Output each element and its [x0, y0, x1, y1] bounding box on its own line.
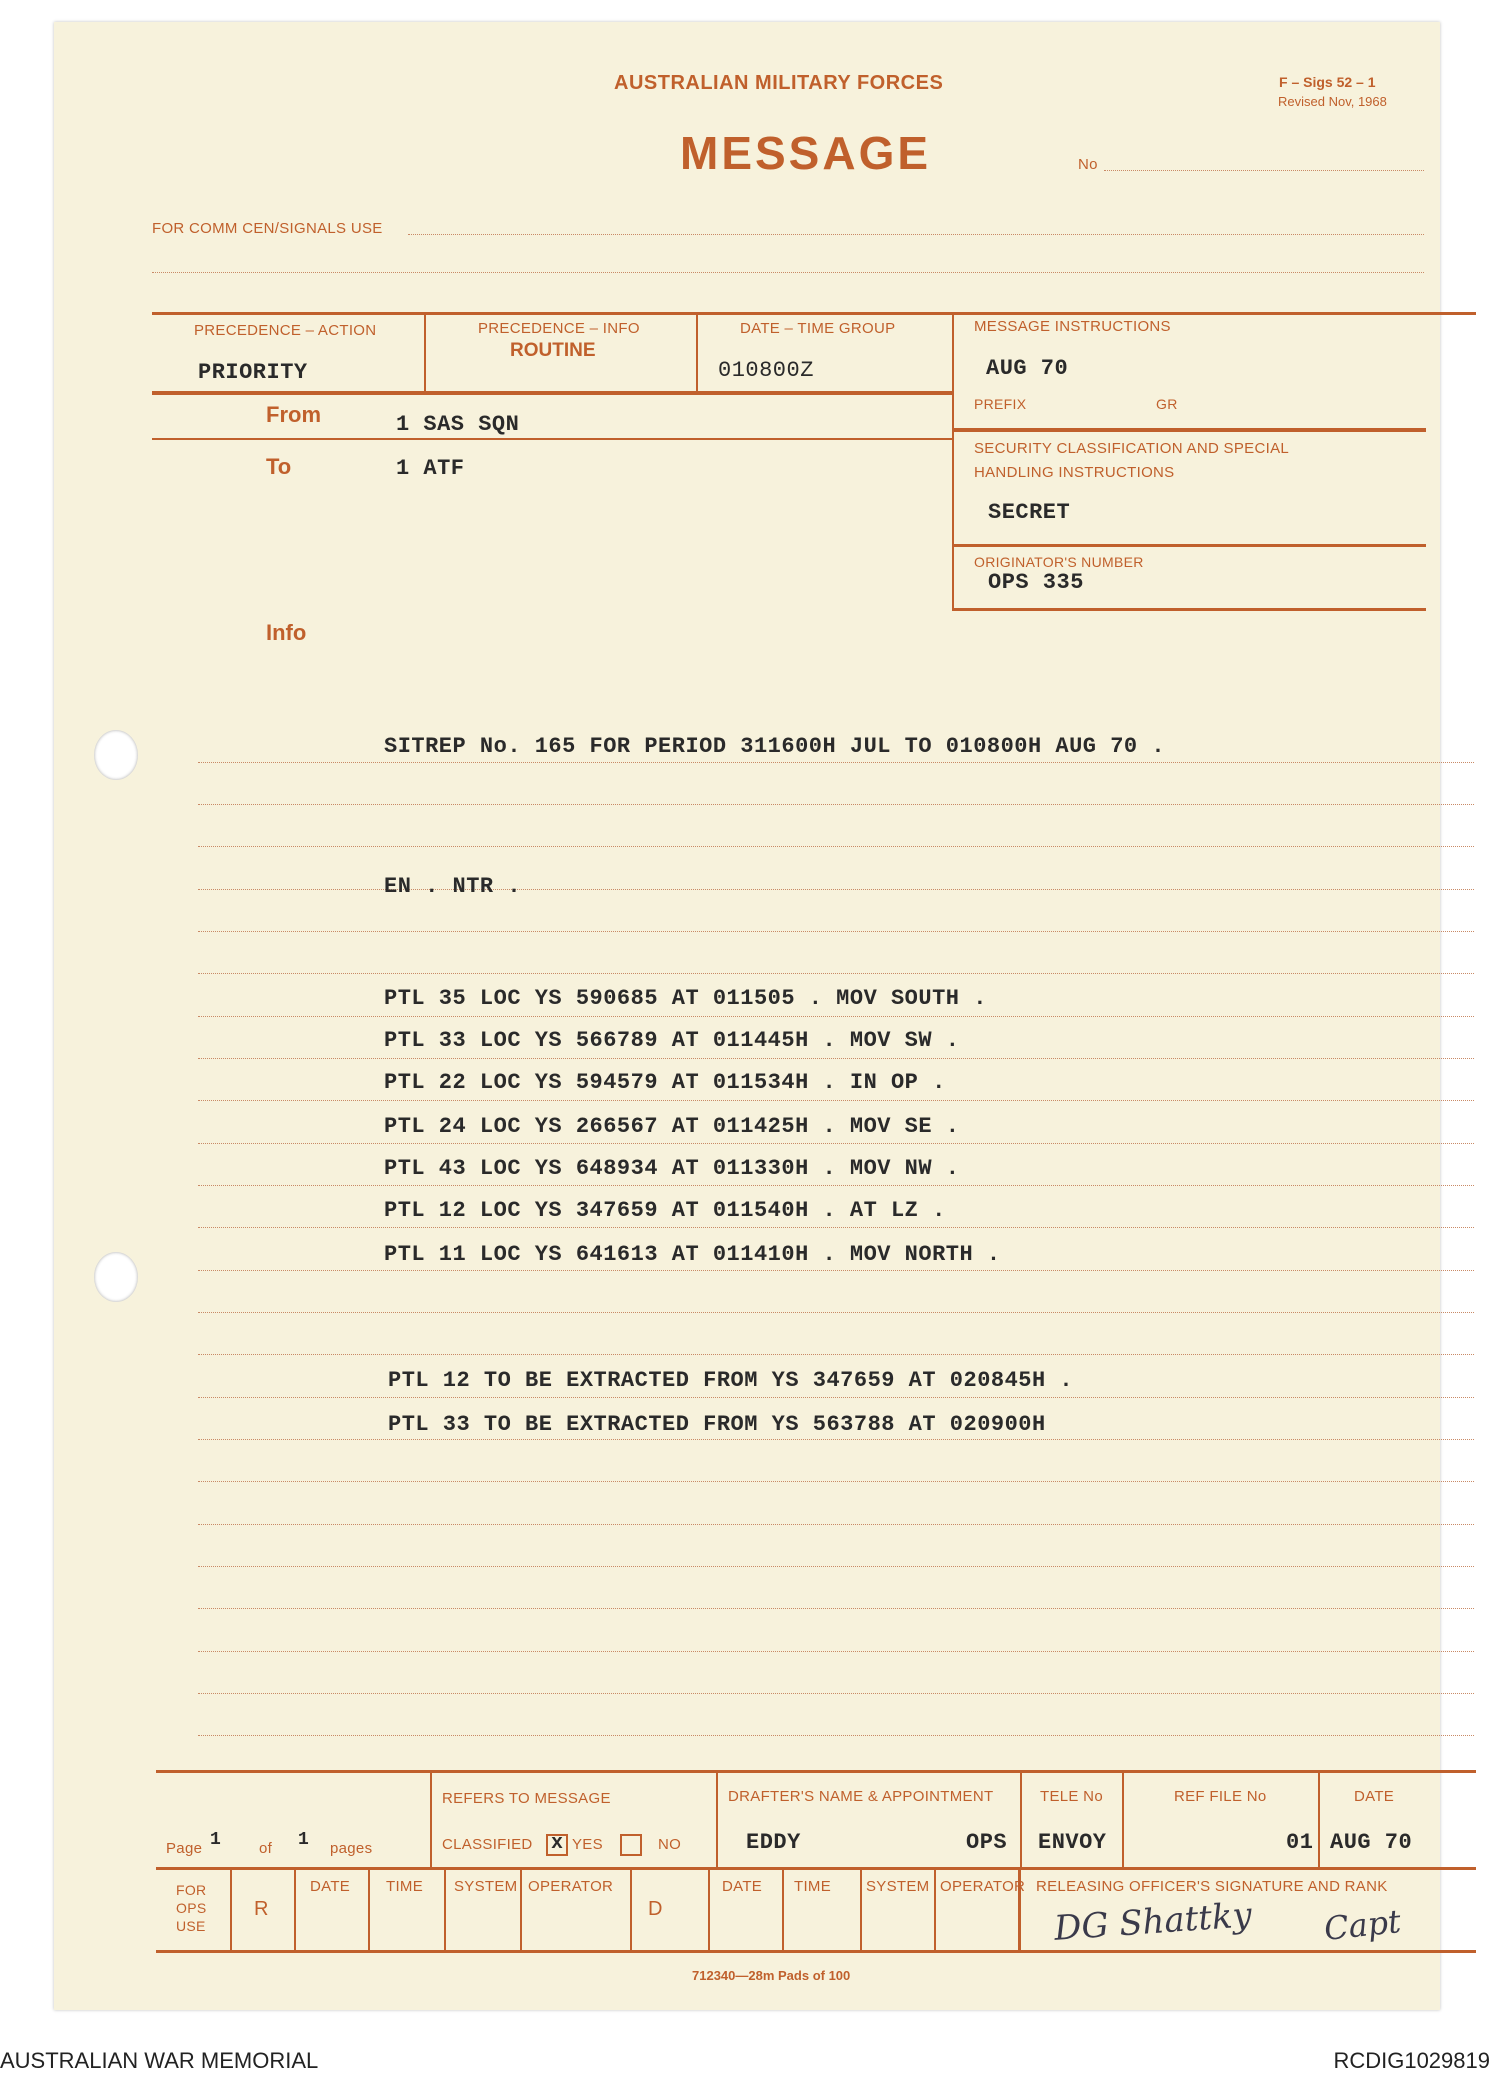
- security-label-2: HANDLING INSTRUCTIONS: [974, 464, 1175, 481]
- officer-rank: Capt: [1322, 1902, 1403, 1948]
- operator-col-label: OPERATOR: [528, 1878, 614, 1895]
- footer-right: RCDIG1029819: [1333, 2048, 1490, 2073]
- yes-label: YES: [572, 1836, 603, 1853]
- extraction-line: PTL 12 TO BE EXTRACTED FROM YS 347659 AT 020845H .: [388, 1368, 1074, 1393]
- time-col-label: TIME: [386, 1878, 424, 1895]
- from-value: 1 SAS SQN: [396, 412, 520, 437]
- enemy-line: EN . NTR .: [384, 874, 522, 899]
- tele-label: TELE No: [1040, 1788, 1103, 1805]
- patrol-line: PTL 35 LOC YS 590685 AT 011505 . MOV SOUTH .: [384, 986, 987, 1011]
- precedence-action-label: PRECEDENCE – ACTION: [194, 322, 377, 339]
- precedence-info-label: PRECEDENCE – INFO: [478, 320, 640, 337]
- officer-signature: DG Shattky: [1052, 1895, 1253, 1949]
- ops-use-label: OPS: [176, 1900, 207, 1916]
- date-col-label: DATE: [722, 1878, 763, 1895]
- system-col-label: SYSTEM: [866, 1878, 930, 1895]
- to-value: 1 ATF: [396, 456, 465, 481]
- page-total: 1: [298, 1830, 310, 1850]
- security-label-1: SECURITY CLASSIFICATION AND SPECIAL: [974, 440, 1290, 457]
- patrol-line: PTL 43 LOC YS 648934 AT 011330H . MOV NW .: [384, 1156, 960, 1181]
- revised-date: Revised Nov, 1968: [1278, 94, 1387, 109]
- operator-col-label: OPERATOR: [940, 1878, 1026, 1895]
- system-col-label: SYSTEM: [454, 1878, 518, 1895]
- patrol-line: PTL 12 LOC YS 347659 AT 011540H . AT LZ .: [384, 1198, 946, 1223]
- patrol-line: PTL 24 LOC YS 266567 AT 011425H . MOV SE .: [384, 1114, 960, 1139]
- footer-left: AUSTRALIAN WAR MEMORIAL: [0, 2048, 319, 2073]
- comm-cen-line: [408, 234, 1424, 235]
- ops-use-label: USE: [176, 1918, 206, 1934]
- comm-cen-line-2: [152, 272, 1424, 273]
- tele-value: ENVOY: [1038, 1830, 1107, 1855]
- gr-label: GR: [1156, 396, 1178, 412]
- punch-hole-top: [94, 730, 138, 780]
- no-option-label: NO: [658, 1836, 682, 1853]
- page-title: MESSAGE: [680, 127, 932, 179]
- extraction-line: PTL 33 TO BE EXTRACTED FROM YS 563788 AT 020900H: [388, 1412, 1046, 1437]
- prefix-label: PREFIX: [974, 396, 1027, 412]
- from-label: From: [266, 402, 321, 427]
- comm-cen-label: FOR COMM CEN/SIGNALS USE: [152, 220, 383, 237]
- date-value: AUG 70: [1330, 1830, 1413, 1855]
- patrol-line: PTL 33 LOC YS 566789 AT 011445H . MOV SW .: [384, 1028, 960, 1053]
- print-code: 712340—28m Pads of 100: [692, 1968, 851, 1983]
- pages-label: pages: [330, 1840, 373, 1857]
- message-form: [54, 22, 1440, 2010]
- refers-to-message-label: REFERS TO MESSAGE: [442, 1790, 611, 1807]
- time-col-label: TIME: [794, 1878, 832, 1895]
- page-number: 1: [210, 1830, 222, 1850]
- of-label: of: [259, 1840, 273, 1857]
- precedence-action-value: PRIORITY: [198, 360, 308, 385]
- sitrep-line: SITREP No. 165 FOR PERIOD 311600H JUL TO 010800H AUG 70 .: [384, 734, 1166, 759]
- security-value: SECRET: [988, 500, 1071, 525]
- form-id: F – Sigs 52 – 1: [1279, 74, 1376, 90]
- no-line: [1104, 170, 1424, 171]
- no-label: No: [1078, 156, 1098, 173]
- drafter-name: EDDY: [746, 1830, 801, 1855]
- originator-number-label: ORIGINATOR'S NUMBER: [974, 554, 1144, 570]
- msg-instructions-label: MESSAGE INSTRUCTIONS: [974, 318, 1171, 335]
- releasing-officer-label: RELEASING OFFICER'S SIGNATURE AND RANK: [1036, 1878, 1388, 1895]
- ops-use-label: FOR: [176, 1882, 207, 1898]
- org-heading: AUSTRALIAN MILITARY FORCES: [614, 72, 944, 94]
- ref-file-value: 01: [1286, 1830, 1314, 1855]
- ref-file-label: REF FILE No: [1174, 1788, 1267, 1805]
- dtg-label: DATE – TIME GROUP: [740, 320, 896, 337]
- drafter-label: DRAFTER'S NAME & APPOINTMENT: [728, 1788, 994, 1805]
- classified-yes-mark: x: [551, 1832, 564, 1855]
- classified-no-checkbox[interactable]: [620, 1834, 642, 1856]
- r-label: R: [254, 1898, 269, 1920]
- msg-instructions-value: AUG 70: [986, 356, 1069, 381]
- drafter-appointment: OPS: [966, 1830, 1008, 1855]
- punch-hole-bottom: [94, 1252, 138, 1302]
- patrol-line: PTL 11 LOC YS 641613 AT 011410H . MOV NORTH .: [384, 1242, 1001, 1267]
- date-col-label: DATE: [310, 1878, 351, 1895]
- dtg-value: 010800Z: [718, 358, 814, 383]
- to-label: To: [266, 454, 292, 479]
- precedence-info-value: ROUTINE: [510, 340, 596, 361]
- classified-label: CLASSIFIED: [442, 1836, 533, 1853]
- originator-number-value: OPS 335: [988, 570, 1084, 595]
- d-label: D: [648, 1898, 663, 1920]
- date-label: DATE: [1354, 1788, 1395, 1805]
- page-label: Page: [166, 1840, 203, 1857]
- info-label: Info: [266, 620, 307, 645]
- patrol-line: PTL 22 LOC YS 594579 AT 011534H . IN OP .: [384, 1070, 946, 1095]
